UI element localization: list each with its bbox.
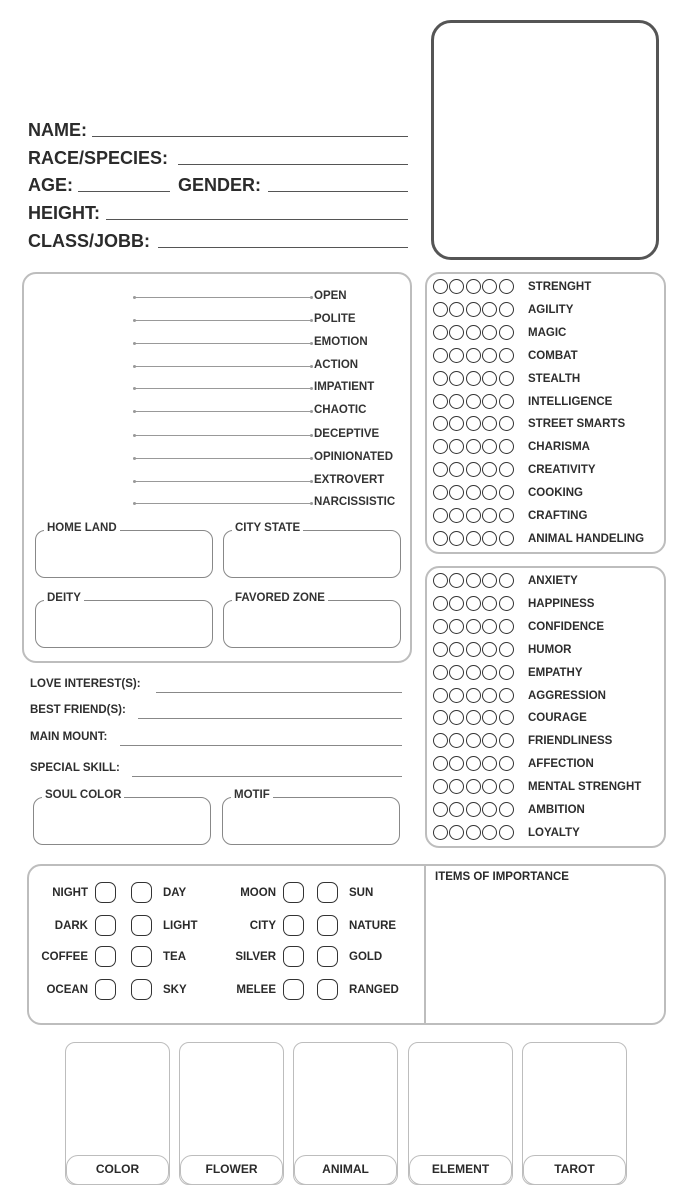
rating-circle[interactable]: [482, 756, 497, 771]
color-card[interactable]: [65, 1042, 170, 1185]
skill-label: STEALTH: [528, 372, 581, 385]
rating-circle[interactable]: [499, 508, 514, 523]
pref-left-label: SILVER: [235, 951, 276, 963]
flower-card-label: FLOWER: [180, 1155, 283, 1185]
skill-label: CHARISMA: [528, 441, 590, 454]
rating-circle[interactable]: [433, 619, 448, 634]
rating-circle[interactable]: [433, 756, 448, 771]
items-title: ITEMS OF IMPORTANCE: [435, 871, 569, 883]
skill-label: ANIMAL HANDELING: [528, 532, 645, 545]
rating-circle[interactable]: [466, 325, 481, 340]
rating-circle[interactable]: [466, 394, 481, 409]
rating-circle[interactable]: [499, 416, 514, 431]
pref-checkbox[interactable]: [131, 979, 152, 1000]
pref-right-label: NATURE: [349, 920, 397, 932]
gender-field[interactable]: [178, 175, 408, 199]
rating-circle[interactable]: [482, 371, 497, 386]
rating-circle[interactable]: [499, 371, 514, 386]
class-field[interactable]: [28, 231, 408, 255]
rating-circle[interactable]: [499, 665, 514, 680]
height-field[interactable]: [28, 203, 408, 227]
pref-left-label: NIGHT: [52, 887, 88, 899]
trait-row[interactable]: CHAOTIC: [0, 404, 420, 422]
preferences-panel: [27, 864, 666, 1025]
class-label: CLASS/JOBB:: [28, 231, 151, 251]
trait-slider[interactable]: [134, 343, 312, 344]
rating-circle[interactable]: [433, 802, 448, 817]
rating-circle[interactable]: [466, 596, 481, 611]
rating-dots: [433, 596, 525, 614]
rating-circle[interactable]: [499, 733, 514, 748]
rating-circle[interactable]: [449, 573, 464, 588]
pref-checkbox[interactable]: [95, 979, 116, 1000]
pref-checkbox[interactable]: [317, 946, 338, 967]
rating-circle[interactable]: [433, 439, 448, 454]
rating-dots: [433, 348, 525, 366]
skill-label: AGILITY: [528, 303, 574, 316]
rating-circle[interactable]: [499, 642, 514, 657]
element-card-label: ELEMENT: [409, 1155, 512, 1185]
rating-circle[interactable]: [466, 710, 481, 725]
rating-circle[interactable]: [482, 802, 497, 817]
rating-circle[interactable]: [482, 462, 497, 477]
animal-card-label: ANIMAL: [294, 1155, 397, 1185]
pref-right-label: DAY: [163, 887, 187, 899]
rating-circle[interactable]: [499, 348, 514, 363]
skill-label: COOKING: [528, 487, 583, 500]
rating-circle[interactable]: [466, 462, 481, 477]
rating-circle[interactable]: [499, 710, 514, 725]
pref-right-label: LIGHT: [163, 920, 198, 932]
rating-circle[interactable]: [499, 779, 514, 794]
pref-checkbox[interactable]: [283, 882, 304, 903]
rating-circle[interactable]: [433, 325, 448, 340]
rating-circle[interactable]: [482, 733, 497, 748]
tarot-card-label: TAROT: [523, 1155, 626, 1185]
rating-circle[interactable]: [433, 302, 448, 317]
rating-circle[interactable]: [499, 619, 514, 634]
rating-circle[interactable]: [466, 665, 481, 680]
rating-circle[interactable]: [433, 462, 448, 477]
special-skill-line: [132, 776, 402, 777]
rating-circle[interactable]: [499, 439, 514, 454]
rating-circle[interactable]: [466, 733, 481, 748]
rating-circle[interactable]: [499, 596, 514, 611]
items-divider: [424, 864, 426, 1025]
rating-dots: [433, 531, 525, 549]
rating-circle[interactable]: [433, 596, 448, 611]
pref-left-label: DARK: [54, 920, 88, 932]
pref-checkbox[interactable]: [95, 946, 116, 967]
trait-row[interactable]: DECEPTIVE: [0, 428, 420, 446]
rating-dots: [433, 394, 525, 412]
rating-circle[interactable]: [449, 825, 464, 840]
rating-circle[interactable]: [499, 279, 514, 294]
height-label: HEIGHT:: [28, 203, 100, 223]
pref-checkbox[interactable]: [131, 915, 152, 936]
trait-row[interactable]: NARCISSISTIC: [0, 496, 420, 514]
skill-label: STREET SMARTS: [528, 418, 626, 431]
pref-checkbox[interactable]: [283, 915, 304, 936]
rating-circle[interactable]: [482, 642, 497, 657]
trait-row[interactable]: ACTION: [0, 359, 420, 377]
rating-circle[interactable]: [433, 688, 448, 703]
love-interest-field[interactable]: [30, 678, 404, 696]
rating-circle[interactable]: [499, 825, 514, 840]
rating-dots: [433, 619, 525, 637]
rating-circle[interactable]: [449, 279, 464, 294]
motif-label: MOTIF: [231, 789, 273, 801]
home-land-field[interactable]: [35, 522, 213, 578]
rating-circle[interactable]: [449, 619, 464, 634]
rating-circle[interactable]: [449, 531, 464, 546]
pref-checkbox[interactable]: [283, 946, 304, 967]
pref-checkbox[interactable]: [95, 915, 116, 936]
rating-circle[interactable]: [433, 825, 448, 840]
emotion-label: MENTAL STRENGHT: [528, 781, 642, 794]
rating-circle[interactable]: [449, 302, 464, 317]
rating-circle[interactable]: [482, 531, 497, 546]
rating-circle[interactable]: [482, 439, 497, 454]
race-field[interactable]: [28, 148, 408, 172]
tarot-card[interactable]: [522, 1042, 627, 1185]
portrait-frame[interactable]: [431, 20, 659, 260]
rating-circle[interactable]: [433, 394, 448, 409]
rating-circle[interactable]: [466, 779, 481, 794]
favored-zone-label: FAVORED ZONE: [232, 592, 328, 604]
trait-row[interactable]: EMOTION: [0, 336, 420, 354]
pref-checkbox[interactable]: [95, 882, 116, 903]
trait-slider[interactable]: [134, 458, 312, 459]
rating-circle[interactable]: [449, 371, 464, 386]
favored-zone-field[interactable]: [223, 592, 401, 648]
rating-circle[interactable]: [433, 508, 448, 523]
emotion-label: CONFIDENCE: [528, 620, 605, 633]
color-card-label: COLOR: [66, 1155, 169, 1185]
rating-circle[interactable]: [482, 508, 497, 523]
pref-checkbox[interactable]: [317, 915, 338, 936]
best-friend-field[interactable]: [30, 704, 404, 722]
rating-circle[interactable]: [449, 733, 464, 748]
best-friend-label: BEST FRIEND(S):: [30, 704, 126, 716]
rating-circle[interactable]: [499, 462, 514, 477]
rating-circle[interactable]: [466, 371, 481, 386]
rating-circle[interactable]: [466, 416, 481, 431]
age-field[interactable]: [28, 175, 173, 199]
name-label: NAME:: [28, 120, 87, 140]
rating-dots: [433, 779, 525, 797]
rating-dots: [433, 573, 525, 591]
main-mount-line: [120, 745, 402, 746]
trait-row[interactable]: POLITE: [0, 313, 420, 331]
rating-circle[interactable]: [466, 508, 481, 523]
rating-circle[interactable]: [466, 439, 481, 454]
pref-right-label: GOLD: [349, 951, 383, 963]
rating-circle[interactable]: [433, 279, 448, 294]
trait-row[interactable]: EXTROVERT: [0, 474, 420, 492]
rating-circle[interactable]: [449, 439, 464, 454]
city-state-label: CITY STATE: [232, 522, 303, 534]
trait-row[interactable]: OPINIONATED: [0, 451, 420, 469]
rating-circle[interactable]: [482, 302, 497, 317]
love-interest-label: LOVE INTEREST(S):: [30, 678, 141, 690]
rating-dots: [433, 756, 525, 774]
rating-circle[interactable]: [449, 348, 464, 363]
rating-circle[interactable]: [433, 710, 448, 725]
pref-checkbox[interactable]: [317, 979, 338, 1000]
best-friend-line: [138, 718, 402, 719]
emotion-label: AFFECTION: [528, 758, 594, 771]
rating-circle[interactable]: [449, 508, 464, 523]
race-line: [178, 164, 408, 165]
deity-field[interactable]: [35, 592, 213, 648]
trait-slider[interactable]: [134, 481, 312, 482]
rating-dots: [433, 688, 525, 706]
age-label: AGE:: [28, 175, 73, 195]
rating-circle[interactable]: [499, 325, 514, 340]
rating-dots: [433, 325, 525, 343]
rating-circle[interactable]: [433, 779, 448, 794]
emotion-label: HUMOR: [528, 643, 572, 656]
rating-circle[interactable]: [466, 619, 481, 634]
trait-slider[interactable]: [134, 503, 312, 504]
race-label: RACE/SPECIES:: [28, 148, 169, 168]
flower-card[interactable]: [179, 1042, 284, 1185]
rating-circle[interactable]: [499, 573, 514, 588]
trait-row[interactable]: OPEN: [0, 290, 420, 308]
emotion-label: HAPPINESS: [528, 597, 595, 610]
rating-circle[interactable]: [466, 756, 481, 771]
pref-right-label: RANGED: [349, 984, 399, 996]
emotion-label: AMBITION: [528, 804, 585, 816]
pref-right-label: SKY: [163, 984, 187, 996]
rating-circle[interactable]: [482, 279, 497, 294]
rating-circle[interactable]: [449, 802, 464, 817]
skill-label: CRAFTING: [528, 510, 588, 522]
name-line: [92, 136, 408, 137]
skill-label: CREATIVITY: [528, 464, 596, 477]
height-line: [106, 219, 408, 220]
rating-circle[interactable]: [449, 416, 464, 431]
rating-circle[interactable]: [433, 416, 448, 431]
rating-dots: [433, 279, 525, 297]
pref-left-label: CITY: [249, 920, 276, 932]
gender-label: GENDER:: [178, 175, 262, 195]
rating-circle[interactable]: [466, 348, 481, 363]
rating-circle[interactable]: [482, 665, 497, 680]
trait-slider[interactable]: [134, 411, 312, 412]
emotion-label: EMPATHY: [528, 666, 583, 679]
pref-checkbox[interactable]: [131, 882, 152, 903]
name-field[interactable]: [28, 120, 408, 144]
rating-circle[interactable]: [449, 394, 464, 409]
rating-circle[interactable]: [482, 619, 497, 634]
rating-circle[interactable]: [482, 348, 497, 363]
rating-circle[interactable]: [482, 416, 497, 431]
rating-dots: [433, 733, 525, 751]
rating-dots: [433, 825, 525, 843]
rating-dots: [433, 802, 525, 820]
emotion-label: ANXIETY: [528, 575, 578, 587]
rating-circle[interactable]: [433, 531, 448, 546]
rating-circle[interactable]: [449, 462, 464, 477]
rating-circle[interactable]: [466, 485, 481, 500]
rating-circle[interactable]: [482, 485, 497, 500]
rating-circle[interactable]: [466, 642, 481, 657]
special-skill-label: SPECIAL SKILL:: [30, 762, 120, 774]
pref-checkbox[interactable]: [317, 882, 338, 903]
pref-left-label: MOON: [240, 887, 276, 899]
skill-label: MAGIC: [528, 326, 567, 339]
home-land-label: HOME LAND: [44, 522, 120, 534]
rating-circle[interactable]: [466, 573, 481, 588]
rating-circle[interactable]: [482, 596, 497, 611]
trait-slider[interactable]: [134, 435, 312, 436]
rating-circle[interactable]: [433, 485, 448, 500]
skill-label: STRENGHT: [528, 281, 592, 293]
pref-right-label: TEA: [163, 951, 186, 963]
city-state-field[interactable]: [223, 522, 401, 578]
rating-circle[interactable]: [499, 394, 514, 409]
love-interest-line: [156, 692, 402, 693]
pref-left-label: MELEE: [236, 984, 276, 996]
rating-dots: [433, 665, 525, 683]
rating-dots: [433, 302, 525, 320]
rating-circle[interactable]: [499, 688, 514, 703]
emotion-label: FRIENDLINESS: [528, 735, 613, 748]
rating-circle[interactable]: [466, 688, 481, 703]
main-mount-label: MAIN MOUNT:: [30, 731, 108, 743]
trait-slider[interactable]: [134, 388, 312, 389]
element-card[interactable]: [408, 1042, 513, 1185]
rating-circle[interactable]: [433, 573, 448, 588]
rating-circle[interactable]: [466, 302, 481, 317]
rating-circle[interactable]: [499, 302, 514, 317]
rating-circle[interactable]: [433, 733, 448, 748]
rating-circle[interactable]: [466, 802, 481, 817]
pref-checkbox[interactable]: [131, 946, 152, 967]
rating-circle[interactable]: [499, 531, 514, 546]
rating-circle[interactable]: [499, 802, 514, 817]
rating-circle[interactable]: [482, 325, 497, 340]
soul-color-field[interactable]: [33, 789, 211, 845]
rating-circle[interactable]: [466, 279, 481, 294]
rating-circle[interactable]: [482, 779, 497, 794]
trait-row[interactable]: IMPATIENT: [0, 381, 420, 399]
rating-circle[interactable]: [466, 825, 481, 840]
emotion-label: AGGRESSION: [528, 689, 606, 702]
emotion-label: COURAGE: [528, 712, 587, 725]
rating-circle[interactable]: [499, 485, 514, 500]
pref-right-label: SUN: [349, 887, 374, 899]
rating-circle[interactable]: [433, 665, 448, 680]
pref-left-label: OCEAN: [46, 984, 88, 996]
rating-circle[interactable]: [449, 756, 464, 771]
soul-color-label: SOUL COLOR: [42, 789, 124, 801]
deity-label: DEITY: [44, 592, 84, 604]
age-line: [78, 191, 170, 192]
skill-label: COMBAT: [528, 349, 578, 362]
rating-circle[interactable]: [449, 710, 464, 725]
trait-slider[interactable]: [134, 366, 312, 367]
skill-label: INTELLIGENCE: [528, 395, 613, 408]
rating-dots: [433, 485, 525, 503]
emotion-label: LOYALTY: [528, 826, 580, 839]
rating-dots: [433, 710, 525, 728]
rating-circle[interactable]: [482, 394, 497, 409]
rating-circle[interactable]: [433, 642, 448, 657]
rating-circle[interactable]: [433, 371, 448, 386]
rating-dots: [433, 416, 525, 434]
rating-dots: [433, 462, 525, 480]
rating-circle[interactable]: [499, 756, 514, 771]
gender-line: [268, 191, 408, 192]
motif-field[interactable]: [222, 789, 400, 845]
special-skill-field[interactable]: [30, 762, 404, 780]
pref-checkbox[interactable]: [283, 979, 304, 1000]
main-mount-field[interactable]: [30, 731, 404, 749]
pref-left-label: COFFEE: [41, 951, 88, 963]
rating-circle[interactable]: [482, 573, 497, 588]
rating-dots: [433, 371, 525, 389]
trait-slider[interactable]: [134, 320, 312, 321]
rating-circle[interactable]: [449, 665, 464, 680]
animal-card[interactable]: [293, 1042, 398, 1185]
rating-circle[interactable]: [449, 642, 464, 657]
rating-circle[interactable]: [449, 688, 464, 703]
rating-dots: [433, 508, 525, 526]
class-line: [158, 247, 408, 248]
rating-circle[interactable]: [449, 596, 464, 611]
rating-circle[interactable]: [466, 531, 481, 546]
rating-circle[interactable]: [449, 779, 464, 794]
rating-circle[interactable]: [449, 485, 464, 500]
rating-circle[interactable]: [482, 825, 497, 840]
rating-dots: [433, 439, 525, 457]
rating-dots: [433, 642, 525, 660]
rating-circle[interactable]: [433, 348, 448, 363]
trait-slider[interactable]: [134, 297, 312, 298]
rating-circle[interactable]: [482, 710, 497, 725]
rating-circle[interactable]: [449, 325, 464, 340]
rating-circle[interactable]: [482, 688, 497, 703]
